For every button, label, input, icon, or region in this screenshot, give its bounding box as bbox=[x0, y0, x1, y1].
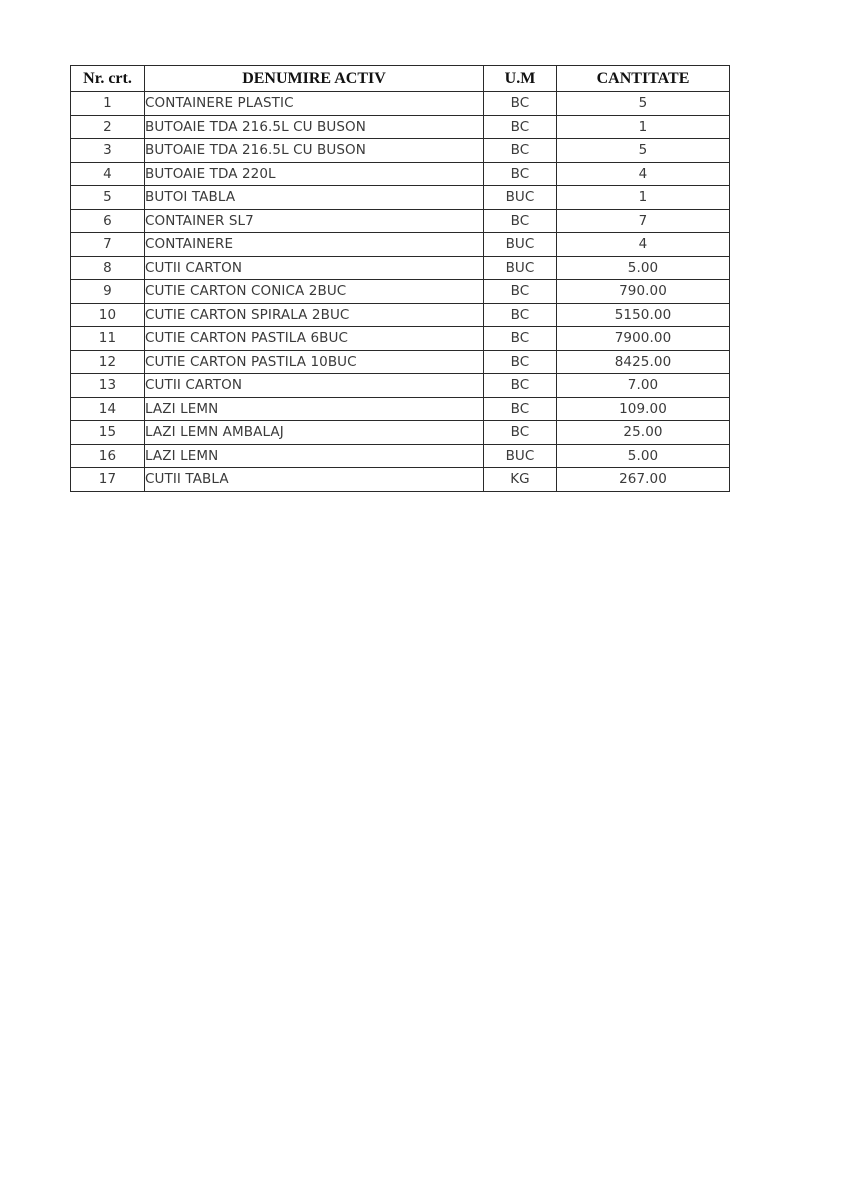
table-row bbox=[71, 186, 730, 210]
cell-cantitate: 267.00 bbox=[557, 468, 730, 492]
cell-um: BC bbox=[484, 397, 557, 421]
cell-denumire-activ: CUTII TABLA bbox=[145, 468, 484, 492]
cell-um: BC bbox=[484, 350, 557, 374]
cell-nr-crt: 10 bbox=[71, 303, 145, 327]
cell-um: BC bbox=[484, 374, 557, 398]
header-cantitate: CANTITATE bbox=[557, 66, 730, 92]
cell-um: BUC bbox=[484, 233, 557, 257]
cell-denumire-activ: CONTAINERE PLASTIC bbox=[145, 92, 484, 116]
cell-denumire-activ: CUTII CARTON bbox=[145, 256, 484, 280]
cell-um: BC bbox=[484, 303, 557, 327]
cell-denumire-activ: CUTIE CARTON PASTILA 6BUC bbox=[145, 327, 484, 351]
cell-um: BC bbox=[484, 421, 557, 445]
cell-um: BUC bbox=[484, 256, 557, 280]
cell-denumire-activ: BUTOI TABLA bbox=[145, 186, 484, 210]
cell-cantitate: 790.00 bbox=[557, 280, 730, 304]
cell-nr-crt: 7 bbox=[71, 233, 145, 257]
cell-cantitate: 7900.00 bbox=[557, 327, 730, 351]
cell-cantitate: 4 bbox=[557, 233, 730, 257]
cell-um: BC bbox=[484, 162, 557, 186]
table-header bbox=[71, 66, 730, 92]
cell-nr-crt: 11 bbox=[71, 327, 145, 351]
cell-cantitate: 7.00 bbox=[557, 374, 730, 398]
cell-denumire-activ: LAZI LEMN bbox=[145, 397, 484, 421]
cell-denumire-activ: BUTOAIE TDA 216.5L CU BUSON bbox=[145, 139, 484, 163]
table-row bbox=[71, 162, 730, 186]
cell-nr-crt: 8 bbox=[71, 256, 145, 280]
cell-cantitate: 8425.00 bbox=[557, 350, 730, 374]
cell-cantitate: 7 bbox=[557, 209, 730, 233]
table-row bbox=[71, 92, 730, 116]
cell-cantitate: 5 bbox=[557, 139, 730, 163]
cell-nr-crt: 12 bbox=[71, 350, 145, 374]
cell-um: BUC bbox=[484, 186, 557, 210]
inventory-table bbox=[70, 65, 730, 492]
header-um: U.M bbox=[484, 66, 557, 92]
cell-nr-crt: 5 bbox=[71, 186, 145, 210]
cell-nr-crt: 17 bbox=[71, 468, 145, 492]
cell-nr-crt: 2 bbox=[71, 115, 145, 139]
cell-um: BC bbox=[484, 115, 557, 139]
cell-um: BC bbox=[484, 139, 557, 163]
table-row bbox=[71, 256, 730, 280]
cell-cantitate: 5150.00 bbox=[557, 303, 730, 327]
cell-cantitate: 1 bbox=[557, 186, 730, 210]
cell-denumire-activ: CUTIE CARTON PASTILA 10BUC bbox=[145, 350, 484, 374]
cell-denumire-activ: BUTOAIE TDA 216.5L CU BUSON bbox=[145, 115, 484, 139]
cell-cantitate: 4 bbox=[557, 162, 730, 186]
cell-denumire-activ: CONTAINER SL7 bbox=[145, 209, 484, 233]
cell-denumire-activ: CUTIE CARTON CONICA 2BUC bbox=[145, 280, 484, 304]
cell-nr-crt: 13 bbox=[71, 374, 145, 398]
cell-cantitate: 5.00 bbox=[557, 256, 730, 280]
cell-um: BC bbox=[484, 92, 557, 116]
table-row bbox=[71, 209, 730, 233]
table-body bbox=[71, 92, 730, 492]
cell-denumire-activ: LAZI LEMN AMBALAJ bbox=[145, 421, 484, 445]
cell-um: BC bbox=[484, 327, 557, 351]
cell-nr-crt: 4 bbox=[71, 162, 145, 186]
cell-nr-crt: 6 bbox=[71, 209, 145, 233]
table-row bbox=[71, 444, 730, 468]
table-row bbox=[71, 139, 730, 163]
cell-denumire-activ: BUTOAIE TDA 220L bbox=[145, 162, 484, 186]
table-row bbox=[71, 115, 730, 139]
cell-denumire-activ: CUTIE CARTON SPIRALA 2BUC bbox=[145, 303, 484, 327]
cell-cantitate: 109.00 bbox=[557, 397, 730, 421]
header-row bbox=[71, 66, 730, 92]
cell-denumire-activ: CONTAINERE bbox=[145, 233, 484, 257]
header-nr-crt: Nr. crt. bbox=[71, 66, 145, 92]
cell-um: BC bbox=[484, 280, 557, 304]
cell-nr-crt: 14 bbox=[71, 397, 145, 421]
table-row bbox=[71, 397, 730, 421]
cell-cantitate: 5 bbox=[557, 92, 730, 116]
cell-nr-crt: 1 bbox=[71, 92, 145, 116]
table-row bbox=[71, 468, 730, 492]
header-denumire-activ: DENUMIRE ACTIV bbox=[145, 66, 484, 92]
table-row bbox=[71, 421, 730, 445]
cell-nr-crt: 15 bbox=[71, 421, 145, 445]
table-row bbox=[71, 233, 730, 257]
table-row bbox=[71, 350, 730, 374]
cell-cantitate: 1 bbox=[557, 115, 730, 139]
cell-cantitate: 25.00 bbox=[557, 421, 730, 445]
table-row bbox=[71, 303, 730, 327]
cell-nr-crt: 16 bbox=[71, 444, 145, 468]
table-row bbox=[71, 280, 730, 304]
cell-um: BC bbox=[484, 209, 557, 233]
cell-um: BUC bbox=[484, 444, 557, 468]
cell-denumire-activ: LAZI LEMN bbox=[145, 444, 484, 468]
cell-nr-crt: 3 bbox=[71, 139, 145, 163]
table-row bbox=[71, 374, 730, 398]
table-row bbox=[71, 327, 730, 351]
cell-um: KG bbox=[484, 468, 557, 492]
cell-nr-crt: 9 bbox=[71, 280, 145, 304]
cell-cantitate: 5.00 bbox=[557, 444, 730, 468]
cell-denumire-activ: CUTII CARTON bbox=[145, 374, 484, 398]
